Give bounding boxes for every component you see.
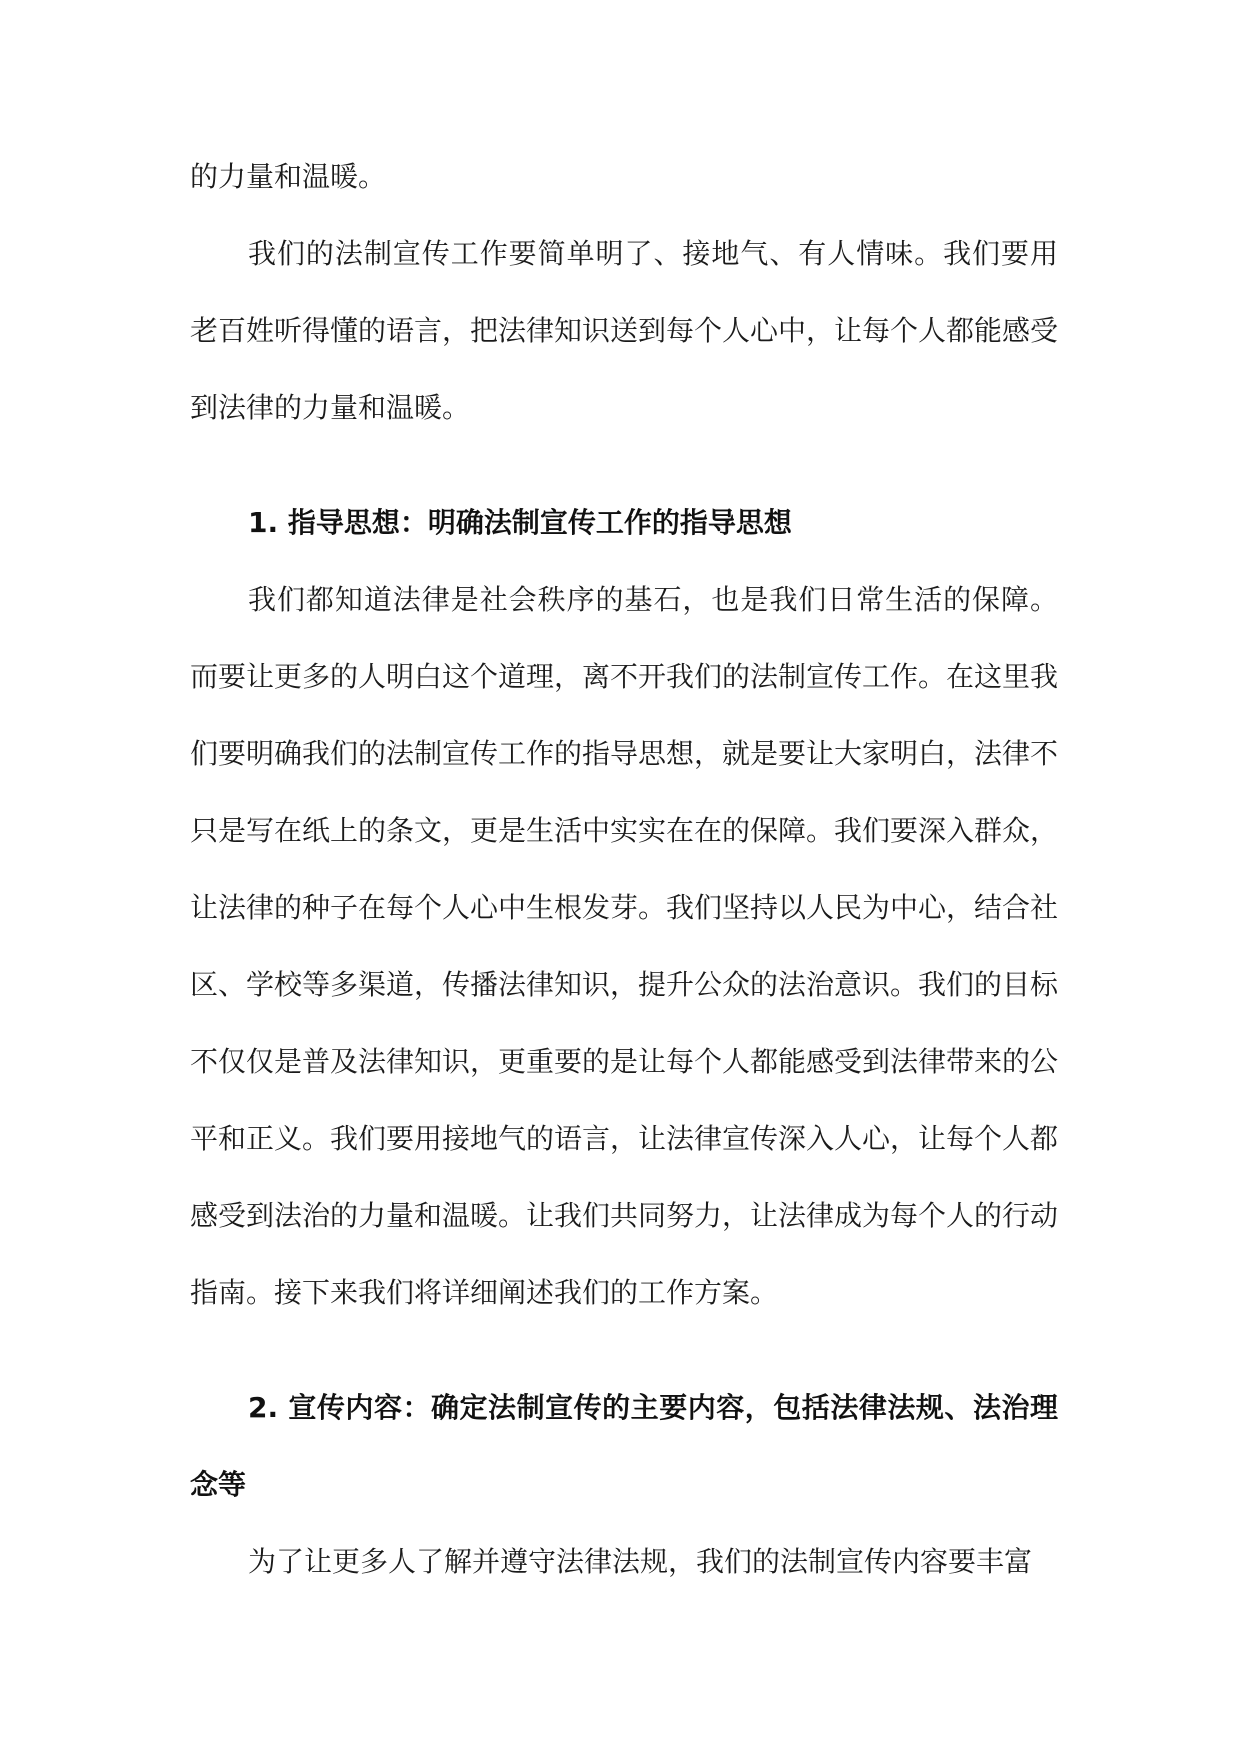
section-heading-1: 1. 指导思想：明确法制宣传工作的指导思想: [248, 506, 792, 539]
section-heading-2: 2. 宣传内容：确定法制宣传的主要内容，包括法律法规、法治理念等: [190, 1391, 1058, 1501]
paragraph-content: 为了让更多人了解并遵守法律法规，我们的法制宣传内容要丰富: [248, 1545, 1033, 1578]
paragraph-guiding-thought: 我们都知道法律是社会秩序的基石，也是我们日常生活的保障。而要让更多的人明白这个道理，离不开我们的法制宣传工作。在这里我们要明确我们的法制宣传工作的指导思想，就是要让大家明白，法律不只是写在纸上的条文，更是生活中实实在在的保障。我们要深入群众，让法律的种子在每个人心中生根发芽。我们坚持以人民为中心，结合社区、学校等多渠道，传播法律知识，提升公众的法治意识。我们的目标不仅仅是普及法律知识，更重要的是让每个人都能感受到法律带来的公平和正义。我们要用接地气的语言，让法律宣传深入人心，让每个人都感受到法治的力量和温暖。让我们共同努力，让法律成为每个人的行动指南。接下来我们将详细阐述我们的工作方案。: [190, 583, 1059, 1309]
document-body: [190, 138, 1058, 1600]
paragraph-intro: 我们的法制宣传工作要简单明了、接地气、有人情味。我们要用老百姓听得懂的语言，把法律知识送到每个人心中，让每个人都能感受到法律的力量和温暖。: [190, 237, 1059, 424]
paragraph-continuation: 的力量和温暖。: [190, 160, 387, 193]
